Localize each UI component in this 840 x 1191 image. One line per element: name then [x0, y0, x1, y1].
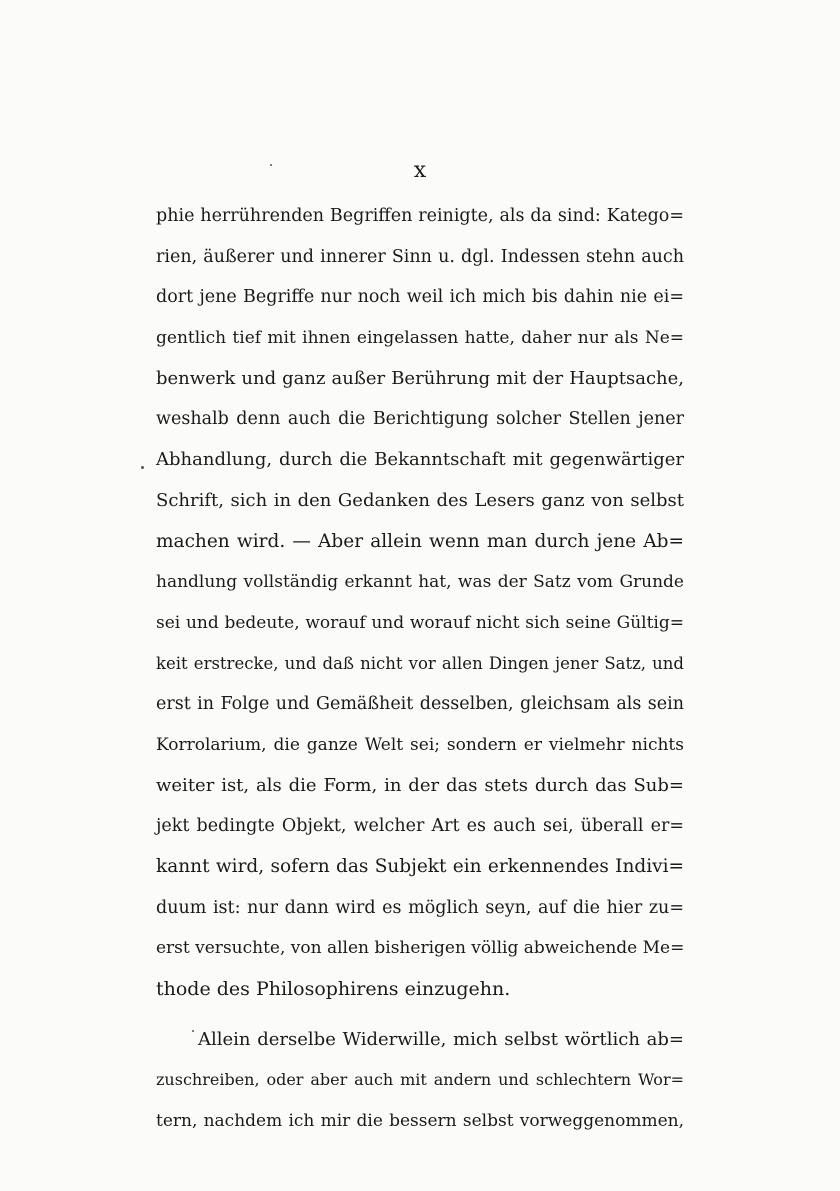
text-line: Allein derselbe Widerwille, mich selbst wörtlich ab=	[198, 1028, 684, 1050]
text-line: Schrift, sich in den Gedanken des Lesers ganz von selbst	[156, 489, 684, 511]
text-line: weshalb denn auch die Berichtigung solcher Stellen jener	[156, 409, 684, 430]
text-line: handlung vollständig erkannt hat, was der Satz vom Grunde	[156, 572, 684, 593]
text-line: thode des Philosophirens einzugehn.	[156, 978, 511, 1001]
text-line: keit erstrecke, und daß nicht vor allen Dingen jener Satz, und	[156, 653, 684, 673]
text-line: jekt bedingte Objekt, welcher Art es auch sei, überall er=	[156, 816, 684, 837]
text-line: rien, äußerer und innerer Sinn u. dgl. Indessen stehn auch	[156, 246, 684, 267]
paragraph	[156, 196, 684, 1010]
text-line: tern, nachdem ich mir die bessern selbst vorweggenommen,	[156, 1111, 684, 1132]
text-line: weiter ist, als die Form, in der das stets durch das Sub=	[156, 774, 684, 796]
text-line: Abhandlung, durch die Bekanntschaft mit gegenwärtiger	[156, 449, 684, 471]
page-number: x	[413, 158, 427, 183]
body-text	[156, 196, 684, 1142]
print-speck	[141, 466, 144, 469]
text-line: benwerk und ganz außer Berührung mit der Hauptsache,	[156, 367, 684, 389]
text-line: duum ist: nur dann wird es möglich seyn, auf die hier zu=	[156, 897, 684, 918]
text-line: machen wird. — Aber allein wenn man durch jene Ab=	[156, 530, 684, 552]
text-line: Korrolarium, die ganze Welt sei; sondern er vielmehr nichts	[156, 734, 684, 755]
paragraph-gap	[156, 1010, 684, 1020]
text-line: dort jene Begriffe nur noch weil ich mich bis dahin nie ei=	[156, 287, 684, 308]
text-line: gentlich tief mit ihnen eingelassen hatte, daher nur als Ne=	[156, 328, 684, 349]
text-line: zuschreiben, oder aber auch mit andern und schlechtern Wor=	[156, 1070, 684, 1090]
text-line: erst in Folge und Gemäßheit desselben, gleichsam als sein	[156, 694, 684, 715]
text-line: kannt wird, sofern das Subjekt ein erkennendes Indivi=	[156, 856, 684, 877]
print-speck	[270, 164, 272, 166]
text-line: phie herrührenden Begriffen reinigte, als da sind: Katego=	[156, 206, 684, 226]
text-line: sei und bedeute, worauf und worauf nicht sich seine Gültig=	[156, 612, 684, 633]
text-line: erst versuchte, von allen bisherigen völlig abweichende Me=	[156, 938, 685, 959]
print-speck	[192, 1030, 194, 1032]
paragraph	[156, 1020, 684, 1142]
